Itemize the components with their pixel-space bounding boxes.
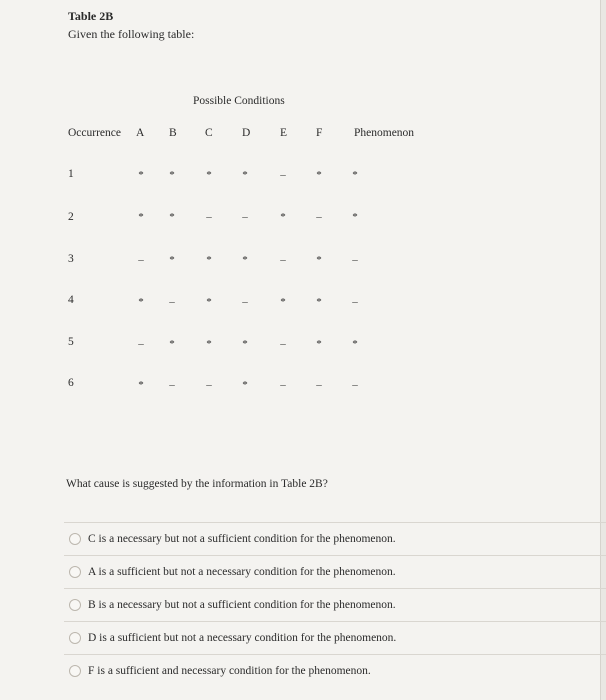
radio-circle-icon[interactable] bbox=[69, 599, 81, 611]
cell-3-f: * bbox=[316, 254, 322, 266]
cell-3-d: * bbox=[242, 254, 248, 266]
cell-5-phenomenon: * bbox=[352, 338, 358, 350]
cell-2-e: * bbox=[280, 211, 286, 223]
cell-3-c: * bbox=[206, 254, 212, 266]
row-label-3: 3 bbox=[68, 253, 74, 265]
cell-5-a: – bbox=[138, 338, 144, 350]
col-header-d: D bbox=[242, 127, 251, 139]
cell-3-b: * bbox=[169, 254, 175, 266]
answer-option-label: C is a necessary but not a sufficient condition for the phenomenon. bbox=[88, 533, 396, 545]
cell-2-c: – bbox=[206, 211, 212, 223]
answer-option-5[interactable] bbox=[64, 654, 606, 687]
cell-6-b: – bbox=[169, 379, 175, 391]
cell-6-phenomenon: – bbox=[352, 379, 358, 391]
cell-6-f: – bbox=[316, 379, 322, 391]
col-header-phenomenon: Phenomenon bbox=[354, 127, 415, 139]
cell-4-e: * bbox=[280, 296, 286, 308]
cell-3-e: – bbox=[280, 254, 286, 266]
row-label-4: 4 bbox=[68, 294, 74, 306]
cell-1-e: – bbox=[280, 169, 286, 181]
col-header-a: A bbox=[136, 127, 145, 139]
cell-1-b: * bbox=[169, 169, 175, 181]
answer-option-label: B is a necessary but not a sufficient condition for the phenomenon. bbox=[88, 599, 396, 611]
cell-1-phenomenon: * bbox=[352, 169, 358, 181]
row-label-1: 1 bbox=[68, 168, 74, 180]
answer-option-4[interactable] bbox=[64, 621, 606, 654]
radio-circle-icon[interactable] bbox=[69, 533, 81, 545]
radio-circle-icon[interactable] bbox=[69, 665, 81, 677]
cell-6-a: * bbox=[138, 379, 144, 391]
cell-4-c: * bbox=[206, 296, 212, 308]
cell-4-phenomenon: – bbox=[352, 296, 358, 308]
cell-2-b: * bbox=[169, 211, 175, 223]
row-label-5: 5 bbox=[68, 336, 74, 348]
col-header-f: F bbox=[316, 127, 323, 139]
cell-6-e: – bbox=[280, 379, 286, 391]
row-label-6: 6 bbox=[68, 377, 74, 389]
row-label-2: 2 bbox=[68, 211, 74, 223]
col-header-e: E bbox=[280, 127, 288, 139]
cell-1-d: * bbox=[242, 169, 248, 181]
col-header-b: B bbox=[169, 127, 177, 139]
cell-6-c: – bbox=[206, 379, 212, 391]
answer-option-label: D is a sufficient but not a necessary condition for the phenomenon. bbox=[88, 632, 397, 644]
cell-3-a: – bbox=[138, 254, 144, 266]
cell-2-a: * bbox=[138, 211, 144, 223]
cell-2-f: – bbox=[316, 211, 322, 223]
answer-option-label: F is a sufficient and necessary condition for the phenomenon. bbox=[88, 665, 371, 677]
cell-2-d: – bbox=[242, 211, 248, 223]
cell-5-f: * bbox=[316, 338, 322, 350]
radio-circle-icon[interactable] bbox=[69, 632, 81, 644]
cell-5-e: – bbox=[280, 338, 286, 350]
cell-6-d: * bbox=[242, 379, 248, 391]
cell-5-d: * bbox=[242, 338, 248, 350]
cell-5-c: * bbox=[206, 338, 212, 350]
possible-conditions-header: Possible Conditions bbox=[193, 95, 285, 107]
intro-text: Given the following table: bbox=[68, 27, 195, 41]
radio-circle-icon[interactable] bbox=[69, 566, 81, 578]
cell-5-b: * bbox=[169, 338, 175, 350]
cell-1-a: * bbox=[138, 169, 144, 181]
col-header-c: C bbox=[205, 127, 213, 139]
cell-4-f: * bbox=[316, 296, 322, 308]
answer-option-2[interactable] bbox=[64, 555, 606, 588]
col-header-occurrence: Occurrence bbox=[68, 127, 121, 139]
cell-2-phenomenon: * bbox=[352, 211, 358, 223]
cell-4-d: – bbox=[242, 296, 248, 308]
cell-4-b: – bbox=[169, 296, 175, 308]
table-title: Table 2B bbox=[68, 9, 114, 23]
cell-4-a: * bbox=[138, 296, 144, 308]
cell-3-phenomenon: – bbox=[352, 254, 358, 266]
cell-1-c: * bbox=[206, 169, 212, 181]
answer-option-3[interactable] bbox=[64, 588, 606, 621]
cell-1-f: * bbox=[316, 169, 322, 181]
answer-option-label: A is a sufficient but not a necessary condition for the phenomenon. bbox=[88, 566, 396, 578]
answer-option-1[interactable] bbox=[64, 522, 606, 555]
question-text: What cause is suggested by the information in Table 2B? bbox=[66, 478, 328, 490]
